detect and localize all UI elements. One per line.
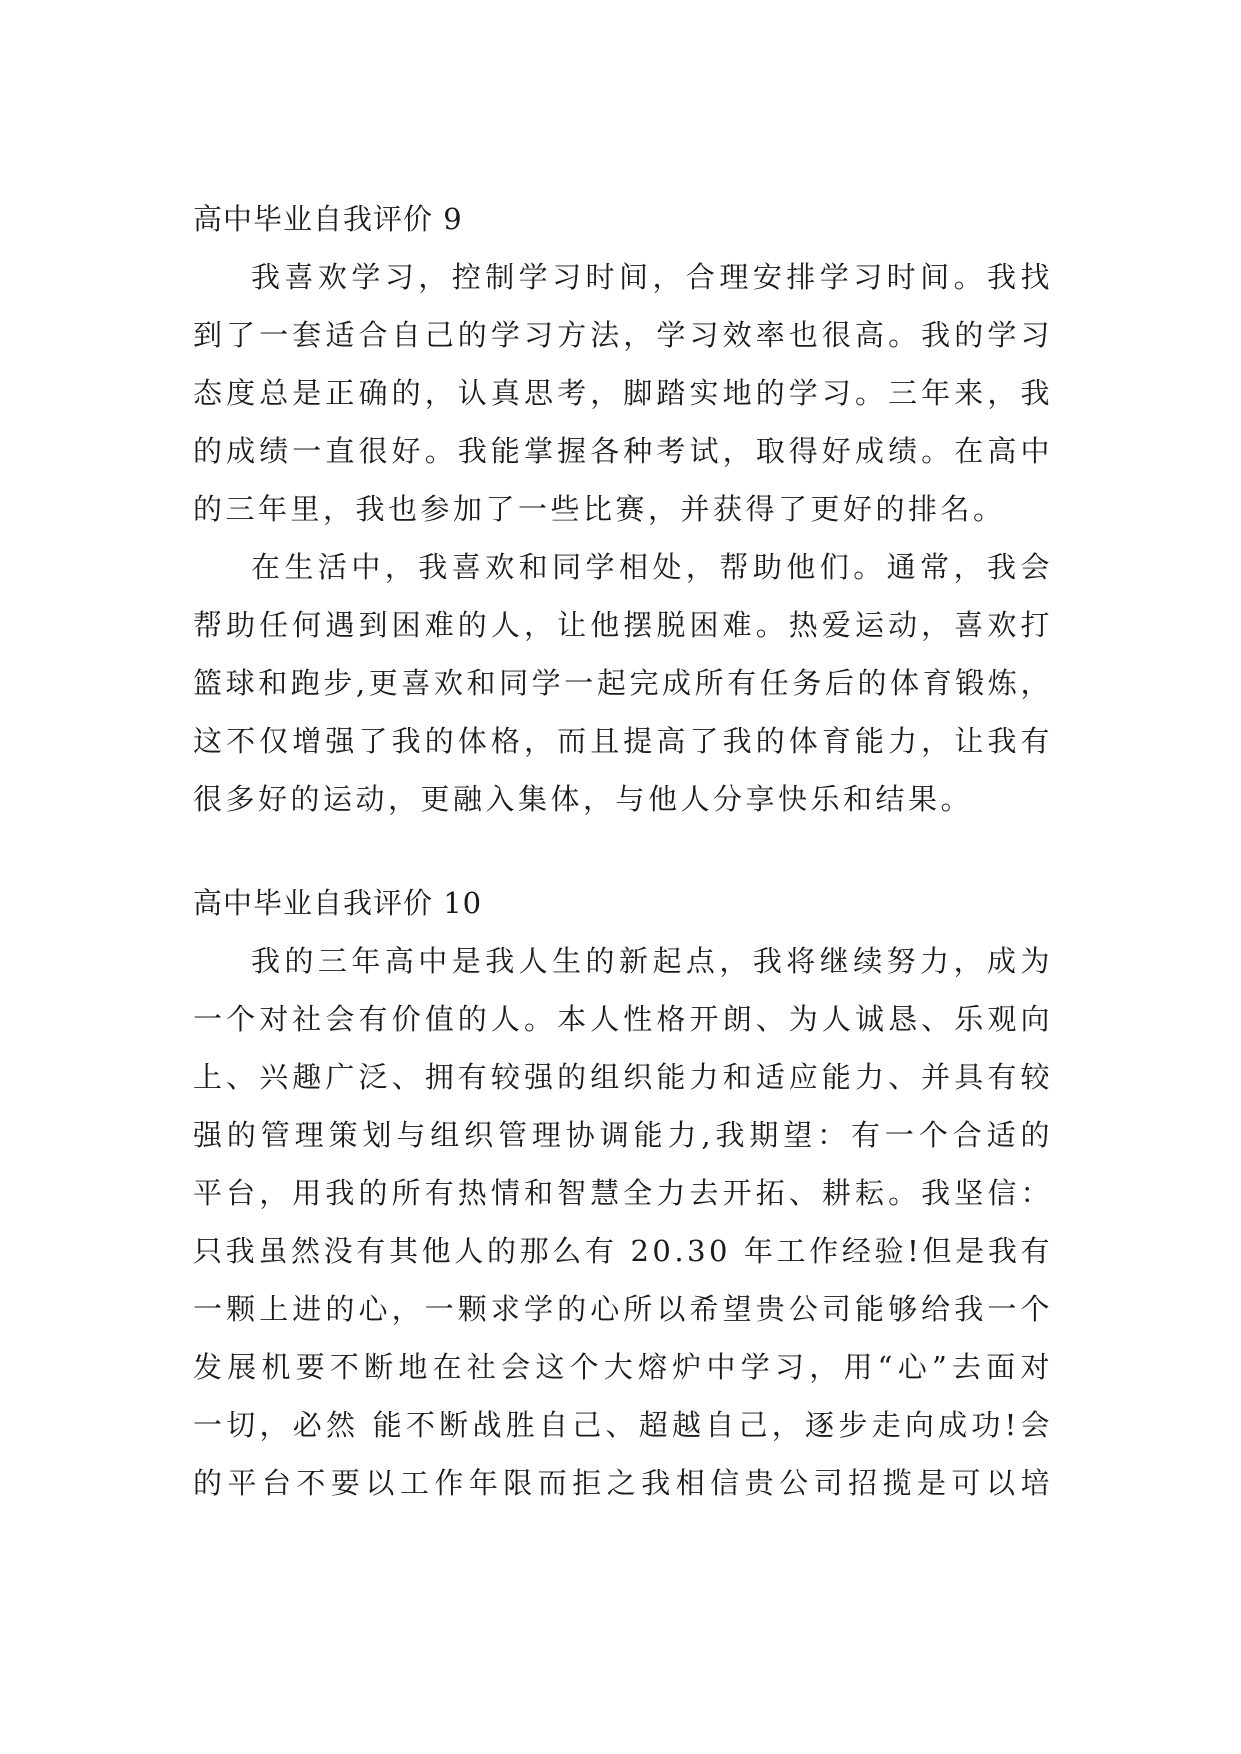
text-line: 篮球和跑步,更喜欢和同学一起完成所有任务后的体育锻炼， bbox=[193, 666, 1053, 700]
text-line: 态度总是正确的，认真思考，脚踏实地的学习。三年来，我 bbox=[193, 376, 1053, 410]
text-line: 到了一套适合自己的学习方法，学习效率也很高。我的学习 bbox=[193, 318, 1053, 352]
text-line: 我喜欢学习，控制学习时间，合理安排学习时间。我找 bbox=[251, 260, 1053, 294]
text-line: 发展机要不断地在社会这个大熔炉中学习，用“心”去面对 bbox=[193, 1350, 1053, 1384]
paragraph bbox=[193, 932, 1053, 1512]
text-line: 上、兴趣广泛、拥有较强的组织能力和适应能力、并具有较 bbox=[193, 1060, 1053, 1094]
document-page bbox=[193, 190, 1053, 1512]
text-line: 一个对社会有价值的人。本人性格开朗、为人诚恳、乐观向 bbox=[193, 1002, 1053, 1036]
section-heading: 高中毕业自我评价 10 bbox=[193, 886, 483, 920]
text-line: 的成绩一直很好。我能掌握各种考试，取得好成绩。在高中 bbox=[193, 434, 1053, 468]
text-line: 很多好的运动，更融入集体，与他人分享快乐和结果。 bbox=[193, 782, 974, 816]
text-line: 我的三年高中是我人生的新起点，我将继续努力，成为 bbox=[251, 944, 1053, 978]
text-line: 的平台不要以工作年限而拒之我相信贵公司招揽是可以培 bbox=[193, 1466, 1053, 1500]
text-line: 在生活中，我喜欢和同学相处，帮助他们。通常，我会 bbox=[251, 550, 1053, 584]
text-line: 帮助任何遇到困难的人，让他摆脱困难。热爱运动，喜欢打 bbox=[193, 608, 1053, 642]
section-evaluation-10 bbox=[193, 874, 1053, 1512]
text-line: 的三年里，我也参加了一些比赛，并获得了更好的排名。 bbox=[193, 492, 1006, 526]
paragraph bbox=[193, 248, 1053, 538]
section-heading: 高中毕业自我评价 9 bbox=[193, 202, 463, 236]
text-line: 这不仅增强了我的体格，而且提高了我的体育能力，让我有 bbox=[193, 724, 1053, 758]
text-line: 强的管理策划与组织管理协调能力,我期望：有一个合适的 bbox=[193, 1118, 1053, 1152]
text-line: 只我虽然没有其他人的那么有 20.30 年工作经验!但是我有 bbox=[193, 1234, 1053, 1268]
text-line: 一颗上进的心，一颗求学的心所以希望贵公司能够给我一个 bbox=[193, 1292, 1053, 1326]
text-line: 平台，用我的所有热情和智慧全力去开拓、耕耘。我坚信： bbox=[193, 1176, 1053, 1210]
text-line: 一切，必然 能不断战胜自己、超越自己，逐步走向成功!会 bbox=[193, 1408, 1053, 1442]
section-evaluation-9 bbox=[193, 190, 1053, 828]
paragraph bbox=[193, 538, 1053, 828]
